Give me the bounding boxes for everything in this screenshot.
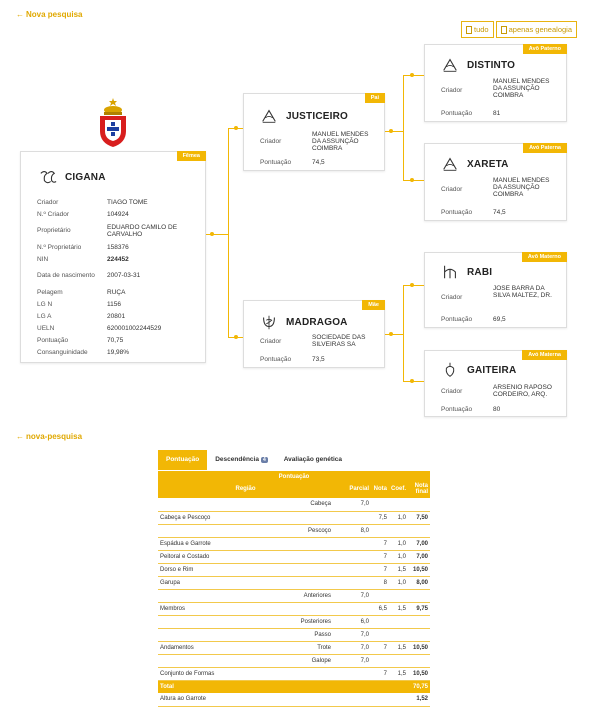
cell-final: 10,50 (408, 667, 430, 680)
detail-value: TIAGO TOME (107, 198, 148, 206)
detail-value: 1156 (107, 300, 121, 308)
relation-badge: Avô Paterno (523, 44, 567, 54)
score-value: 74,5 (493, 209, 506, 216)
detail-value: RUÇA (107, 288, 126, 296)
detail-value: 224452 (107, 255, 129, 263)
cell-parcial (333, 550, 371, 563)
cell-coef: 1,5 (389, 667, 408, 680)
detail-label: Pontuação (37, 336, 69, 344)
horse-name: MADRAGOA (286, 316, 348, 328)
cell-nota: 7 (371, 537, 389, 550)
cell-final: 8,00 (408, 576, 430, 589)
grandparent-card[interactable]: Avô Paterno DISTINTO Criador MANUEL MENDES DA ASSUNÇÃO COIMBRA Pontuação 81 (424, 44, 567, 122)
cell-coef (389, 654, 408, 667)
cell-final (408, 654, 430, 667)
cell-coef (389, 615, 408, 628)
cell-sub: Pescoço (268, 524, 333, 537)
cell-sub (268, 602, 333, 615)
horse-name: JUSTICEIRO (286, 110, 349, 122)
detail-value: 20801 (107, 312, 126, 320)
score-value: 80 (493, 406, 501, 413)
horse-name: CIGANA (65, 171, 106, 183)
main-horse-card (20, 151, 206, 363)
apenas-genealogia-button[interactable]: apenas genealogia (496, 21, 577, 38)
detail-label: Pelagem (37, 288, 63, 296)
cell-nota (371, 589, 389, 602)
cell-final: 10,50 (408, 563, 430, 576)
cell-final: 7,00 (408, 537, 430, 550)
grandparent-card[interactable]: Avó Materna GAITEIRA Criador ARSENIO RAPOSO CORDEIRO, ARQ. Pontuação 80 (424, 350, 567, 417)
arrow-left-icon: ← (16, 10, 24, 19)
cell-final (408, 498, 430, 511)
detail-row (37, 253, 201, 265)
cell-final: 9,75 (408, 602, 430, 615)
cell-final: 7,00 (408, 550, 430, 563)
cell-nota: 7 (371, 667, 389, 680)
detail-label: N.º Proprietário (37, 243, 82, 251)
total-row: Total 70,75 (158, 680, 430, 693)
cell-parcial (333, 511, 371, 524)
horse-name: XARETA (467, 158, 509, 170)
cell-sub (268, 576, 333, 589)
horse-name: DISTINTO (467, 59, 516, 71)
cell-nota (371, 615, 389, 628)
breeder-name: MANUEL MENDES DA ASSUNÇÃO COIMBRA (493, 78, 550, 99)
detail-row (37, 241, 201, 253)
cell-regiao (158, 628, 268, 641)
relation-badge: Avô Materno (522, 252, 567, 262)
score-value: 81 (493, 110, 501, 117)
cell-coef (389, 589, 408, 602)
cell-regiao (158, 524, 268, 537)
cell-parcial (333, 667, 371, 680)
cell-coef: 1,5 (389, 602, 408, 615)
col-nota: Nota (371, 480, 389, 498)
cell-parcial: 7,0 (333, 589, 371, 602)
detail-value: 2007-03-31 (107, 272, 141, 279)
cell-coef: 1,5 (389, 563, 408, 576)
horse-details (37, 196, 201, 358)
col-nota-final: Nota final (408, 480, 430, 498)
score-table (158, 471, 430, 707)
relation-badge: Mãe (362, 300, 385, 310)
detail-label: NIN (37, 255, 49, 263)
breeder-logo-icon (441, 361, 459, 379)
cell-regiao: Cabeça e Pescoço (158, 511, 268, 524)
cell-regiao: Peitoral e Costado (158, 550, 268, 563)
cell-nota: 7,5 (371, 511, 389, 524)
score-value: 74,5 (312, 159, 325, 166)
detail-value: EDUARDO CAMILO DE CARVALHO (107, 223, 178, 238)
detail-label: UELN (37, 324, 55, 332)
score-value: 69,5 (493, 316, 506, 323)
detail-label: Consanguinidade (37, 348, 88, 356)
cell-sub: Trote (268, 641, 333, 654)
detail-row (37, 322, 201, 334)
detail-label: Proprietário (37, 227, 71, 234)
grandparent-card[interactable]: Avó Paterna XARETA Criador MANUEL MENDES DA ASSUNÇÃO COIMBRA Pontuação 74,5 (424, 143, 567, 221)
detail-row (37, 286, 201, 298)
score-value: 73,5 (312, 356, 325, 363)
cell-parcial: 7,0 (333, 641, 371, 654)
breeder-logo-icon (260, 313, 278, 331)
detail-row (37, 196, 201, 208)
col-coef: Coef. (389, 480, 408, 498)
cell-regiao: Espádua e Garrote (158, 537, 268, 550)
cell-sub (268, 550, 333, 563)
table-row (158, 602, 430, 615)
table-row (158, 537, 430, 550)
cell-nota (371, 498, 389, 511)
cell-regiao (158, 654, 268, 667)
relation-badge: Avó Materna (522, 350, 567, 360)
cell-parcial: 7,0 (333, 498, 371, 511)
cell-regiao: Garupa (158, 576, 268, 589)
cell-final: 7,50 (408, 511, 430, 524)
nova-pesquisa-link[interactable]: ← Nova pesquisa (16, 10, 83, 19)
detail-row (37, 265, 201, 286)
cell-regiao: Dorso e Rim (158, 563, 268, 576)
father-card[interactable]: Pai JUSTICEIRO Criador MANUEL MENDES DA ASSUNÇÃO COIMBRA Pontuação 74,5 (243, 93, 385, 171)
cell-coef: 1,0 (389, 550, 408, 563)
col-parcial: Parcial (333, 480, 371, 498)
cell-nota (371, 654, 389, 667)
cell-nota: 6,5 (371, 602, 389, 615)
altura-value: 1,52 (408, 693, 430, 706)
cell-coef: 1,5 (389, 641, 408, 654)
cell-sub (268, 511, 333, 524)
altura-row: Altura ao Garrote 1,52 (158, 693, 430, 706)
cell-final (408, 628, 430, 641)
col-regiao: Região (158, 480, 333, 498)
detail-label: Data de nascimento (37, 272, 95, 279)
cell-coef: 1,0 (389, 537, 408, 550)
breeder-logo-icon (441, 155, 459, 173)
breeder-logo-icon (441, 263, 459, 281)
detail-label: Criador (37, 198, 59, 206)
cell-parcial (333, 537, 371, 550)
detail-value: 70,75 (107, 336, 124, 344)
table-row (158, 576, 430, 589)
table-row (158, 550, 430, 563)
table-row (158, 524, 430, 537)
breeder-logo-icon (260, 107, 278, 125)
breeder-name: MANUEL MENDES DA ASSUNÇÃO COIMBRA (493, 177, 550, 198)
horse-name: RABI (467, 266, 493, 278)
count-badge: 4 (262, 457, 266, 463)
detail-row (37, 346, 201, 358)
cell-nota: 7 (371, 641, 389, 654)
cell-sub (268, 667, 333, 680)
table-row (158, 563, 430, 576)
cell-parcial: 7,0 (333, 654, 371, 667)
breeder-logo-icon (441, 56, 459, 74)
table-row (158, 498, 430, 511)
cell-final (408, 615, 430, 628)
cell-coef: 1,0 (389, 576, 408, 589)
cell-parcial: 6,0 (333, 615, 371, 628)
table-row (158, 628, 430, 641)
grandparent-card[interactable]: Avô Materno RABI Criador JOSE BARRA DA SILVA MALTEZ, DR. Pontuação 69,5 (424, 252, 567, 328)
tab-pontuacao[interactable]: Pontuação (158, 450, 207, 470)
cell-regiao (158, 498, 268, 511)
cell-regiao: Conjunto de Formas (158, 667, 268, 680)
cell-sub: Galope (268, 654, 333, 667)
cell-sub: Passo (268, 628, 333, 641)
total-value: 70,75 (408, 680, 430, 693)
detail-label: LG N (37, 300, 53, 308)
cell-parcial: 8,0 (333, 524, 371, 537)
detail-row (37, 220, 201, 241)
table-row (158, 615, 430, 628)
horse-name: GAITEIRA (467, 364, 517, 376)
table-row (158, 654, 430, 667)
cell-nota: 7 (371, 550, 389, 563)
table-row (158, 589, 430, 602)
detail-row (37, 310, 201, 322)
detail-value: 19,98% (107, 348, 130, 356)
document-icon (466, 26, 472, 34)
cell-coef (389, 498, 408, 511)
table-group-header: Pontuação (158, 471, 430, 480)
cell-coef: 1,0 (389, 511, 408, 524)
coat-of-arms-icon (97, 97, 129, 149)
cell-regiao (158, 615, 268, 628)
document-icon (501, 26, 507, 34)
detail-row (37, 334, 201, 346)
detail-value: 158376 (107, 243, 129, 251)
detail-tabs (158, 450, 350, 470)
tudo-button[interactable]: tudo (461, 21, 494, 38)
tab-descendencia[interactable]: Descendência 4 (215, 456, 266, 463)
cell-nota: 8 (371, 576, 389, 589)
cell-sub (268, 563, 333, 576)
cell-regiao: Membros (158, 602, 268, 615)
relation-badge: Avó Paterna (523, 143, 567, 153)
cell-coef (389, 524, 408, 537)
cell-sub: Cabeça (268, 498, 333, 511)
breeder-logo-icon (39, 168, 57, 186)
breeder-name: MANUEL MENDES DA ASSUNÇÃO COIMBRA (312, 131, 369, 152)
cell-nota (371, 524, 389, 537)
cell-final: 10,50 (408, 641, 430, 654)
table-row (158, 511, 430, 524)
detail-label: N.º Criador (37, 210, 69, 218)
cell-nota: 7 (371, 563, 389, 576)
view-toggle (461, 21, 577, 38)
cell-regiao: Andamentos (158, 641, 268, 654)
detail-label: LG A (37, 312, 52, 320)
breeder-name: ARSENIO RAPOSO CORDEIRO, ARQ. (493, 384, 552, 398)
sex-badge: Fêmea (177, 151, 206, 161)
cell-parcial (333, 576, 371, 589)
detail-value: 620001002244529 (107, 324, 162, 332)
arrow-left-icon: ← (16, 432, 24, 441)
nova-pesquisa-link-bottom[interactable]: ← nova-pesquisa (16, 432, 83, 441)
cell-final (408, 589, 430, 602)
detail-value: 104924 (107, 210, 129, 218)
mother-card[interactable]: Mãe MADRAGOA Criador SOCIEDADE DAS SILVEIRAS SA Pontuação 73,5 (243, 300, 385, 368)
table-row (158, 667, 430, 680)
detail-row (37, 208, 201, 220)
cell-sub: Posteriores (268, 615, 333, 628)
cell-sub (268, 537, 333, 550)
cell-coef (389, 628, 408, 641)
tab-avaliacao-genetica[interactable]: Avaliação genética (283, 456, 343, 463)
breeder-name: SOCIEDADE DAS SILVEIRAS SA (312, 334, 366, 348)
relation-badge: Pai (365, 93, 385, 103)
cell-nota (371, 628, 389, 641)
cell-parcial: 7,0 (333, 628, 371, 641)
cell-parcial (333, 602, 371, 615)
cell-final (408, 524, 430, 537)
table-row (158, 641, 430, 654)
cell-regiao (158, 589, 268, 602)
cell-sub: Anteriores (268, 589, 333, 602)
detail-row (37, 298, 201, 310)
cell-parcial (333, 563, 371, 576)
breeder-name: JOSE BARRA DA SILVA MALTEZ, DR. (493, 285, 552, 299)
